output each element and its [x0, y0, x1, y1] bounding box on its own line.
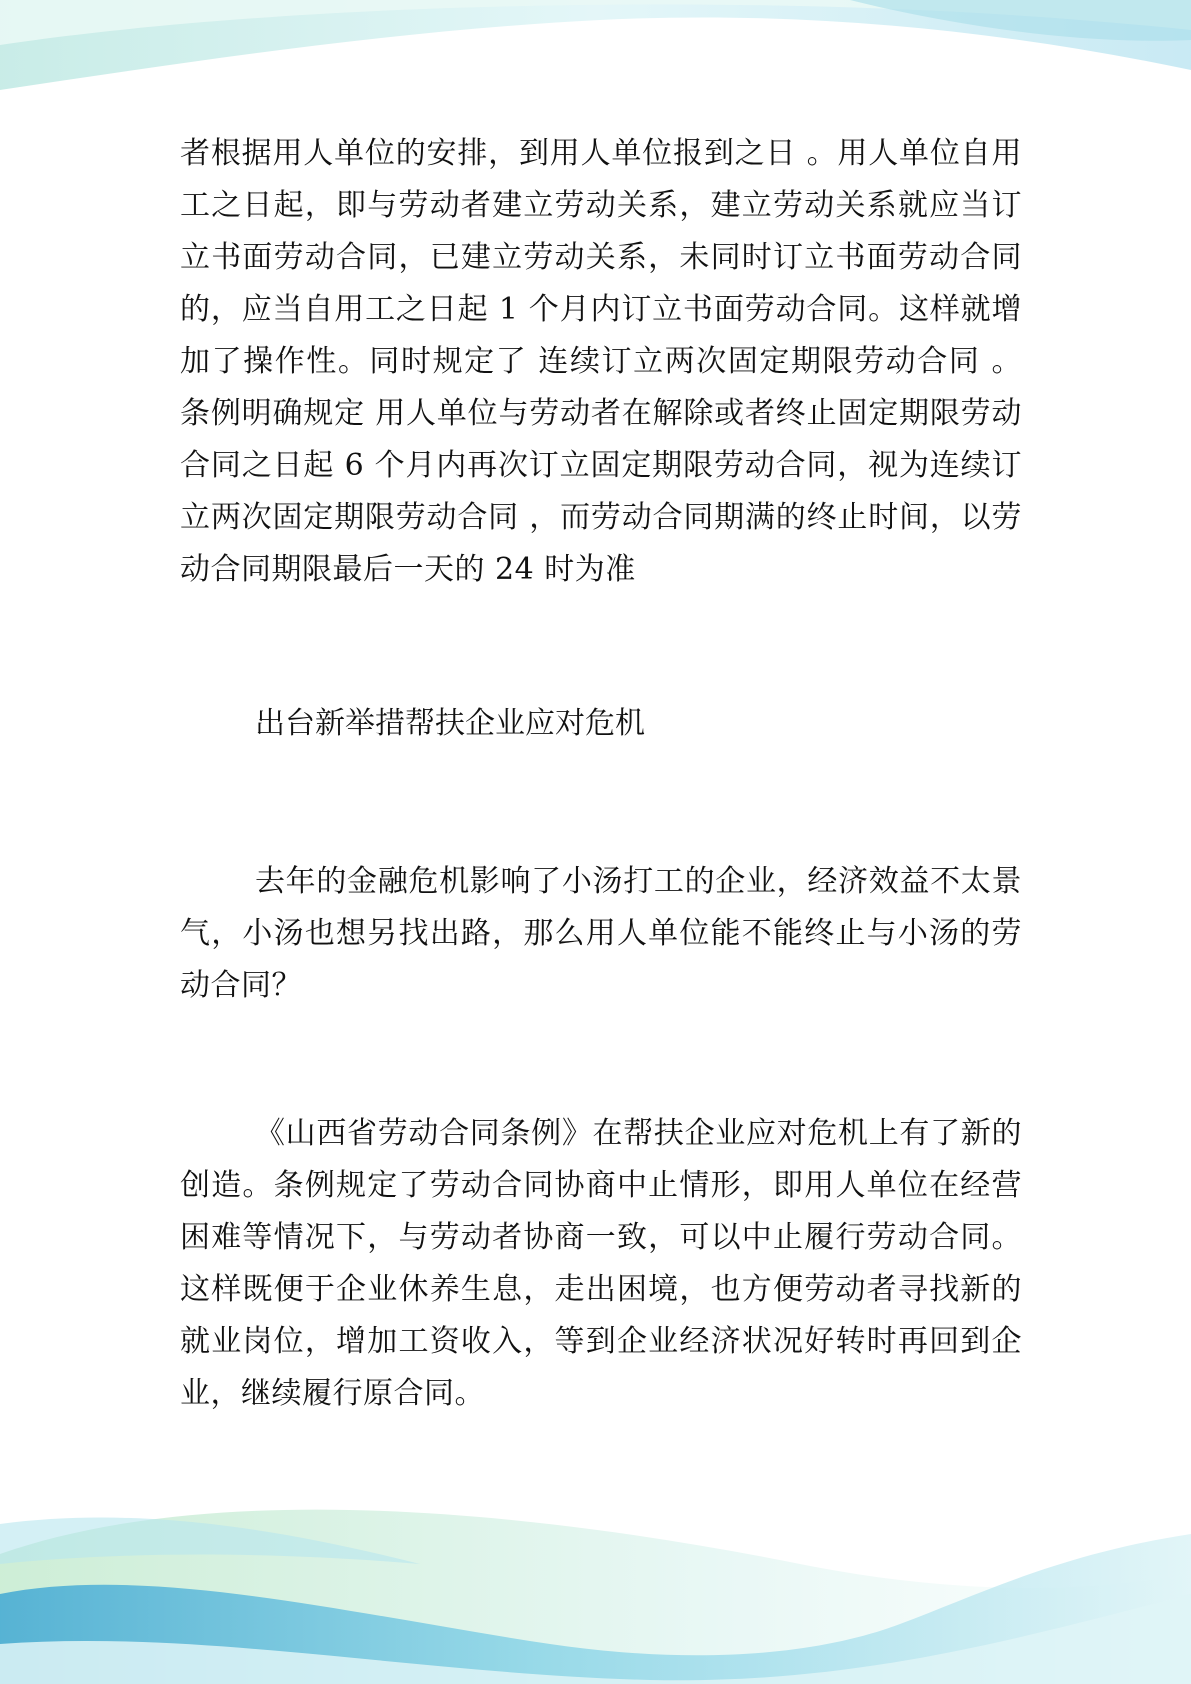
paragraph-2: 去年的金融危机影响了小汤打工的企业，经济效益不太景气，小汤也想另找出路，那么用人单位能不能终止与小汤的劳动合同？ — [180, 864, 1022, 1003]
bottom-wave-decoration — [0, 1444, 1191, 1684]
section-heading: 出台新举措帮扶企业应对危机 — [255, 706, 645, 741]
paragraph-1: 者根据用人单位的安排，到用人单位报到之日 。用人单位自用工之日起，即与劳动者建立劳动关系，建立劳动关系就应当订立书面劳动合同，已建立劳动关系，未同时订立书面劳动合同的，应当自用工之日起 1 个月内订立书面劳动合同。这样就增加了操作性。同时规定了 连续订立两次固定期限劳动合同 。条例明确规定 用人单位与劳动者在解除或者终止固定期限劳动合同之日起 6 个月内再次订立固定期限劳动合同，视为连续订立两次固定期限劳动合同 ，而劳动合同期满的终止时间，以劳动合同期限最后一天的 24 时为准 — [180, 136, 1022, 587]
top-wave-decoration — [0, 0, 1191, 120]
paragraph-3: 《山西省劳动合同条例》在帮扶企业应对危机上有了新的创造。条例规定了劳动合同协商中止情形，即用人单位在经营困难等情况下，与劳动者协商一致，可以中止履行劳动合同。这样既便于企业休养生息，走出困境，也方便劳动者寻找新的就业岗位，增加工资收入，等到企业经济状况好转时再回到企业，继续履行原合同。 — [180, 1116, 1022, 1411]
